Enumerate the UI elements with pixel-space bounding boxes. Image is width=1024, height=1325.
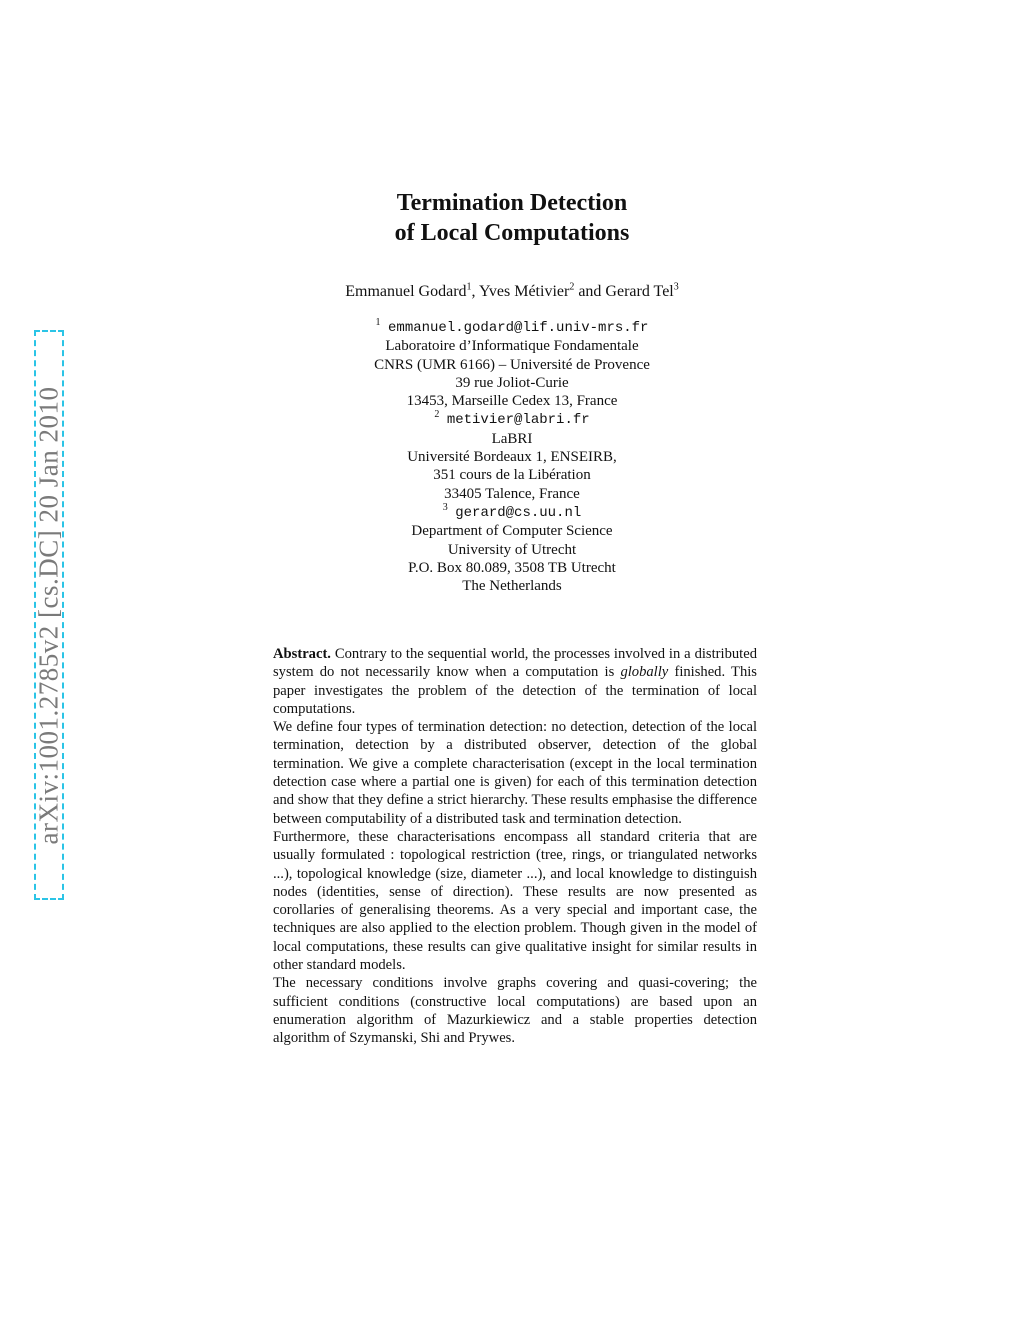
- abstract-paragraph: Furthermore, these characterisations encompass all standard criteria that are usually formulated : topological restriction (tree, rings, or triangulated networks ...), topological knowledge (size, diameter ...), and local knowledge to distinguish nodes (identities, sense of direction). These results are now presented as corollaries of generalising theorems. As a very special and important case, the techniques are also applied to the election problem. Though given in the model of local computations, these results can give qualitative insight for similar results in other standard models.: [273, 828, 757, 974]
- email-link[interactable]: gerard@cs.uu.nl: [455, 504, 582, 521]
- abstract-paragraph: [273, 645, 757, 718]
- abstract-label: Abstract.: [273, 646, 331, 662]
- affiliation-line: University of Utrecht: [447, 541, 577, 558]
- affiliation-mark: 3: [442, 501, 448, 513]
- abstract-text: Contrary to the sequential world, the processes involved in a distributed system do not necessarily know when a computation is: [273, 646, 757, 681]
- affiliation-email-line: [0, 318, 1024, 337]
- abstract-text: finished. This paper investigates the problem of the detection of the termination of local computations.: [273, 664, 757, 717]
- author-list: [0, 283, 1024, 301]
- abstract-emphasis: globally: [620, 664, 669, 681]
- author-mark: 2: [569, 281, 575, 293]
- author-name: Yves Métivier: [478, 283, 570, 300]
- affiliation-line: 39 rue Joliot-Curie: [455, 374, 569, 391]
- affiliation-email-line: [0, 410, 1024, 429]
- author-mark: 1: [466, 281, 472, 293]
- affiliation-mark: 1: [375, 317, 381, 328]
- author-mark: 3: [673, 281, 679, 293]
- affiliation-line: 13453, Marseille Cedex 13, France: [406, 393, 618, 410]
- title-line-2: of Local Computations: [394, 220, 630, 246]
- affiliations: [0, 318, 1024, 595]
- paper-title: [0, 188, 1024, 248]
- author-separator: and: [574, 283, 606, 300]
- author-name: Emmanuel Godard: [345, 283, 467, 300]
- affiliation-line: 33405 Talence, France: [444, 485, 580, 502]
- abstract: [273, 645, 757, 1048]
- author-name: Gerard Tel: [605, 283, 674, 300]
- email-link[interactable]: metivier@labri.fr: [446, 412, 590, 429]
- affiliation-line: The Netherlands: [462, 578, 562, 595]
- affiliation-email-line: [0, 503, 1024, 522]
- author-separator: ,: [471, 283, 479, 300]
- abstract-paragraph: The necessary conditions involve graphs covering and quasi-covering; the sufficient conditions (constructive local computations) are based upon an enumeration algorithm of Mazurkiewicz and a stable properties detection algorithm of Szymanski, Shi and Prywes.: [273, 975, 757, 1047]
- affiliation-line: Université Bordeaux 1, ENSEIRB,: [407, 449, 617, 466]
- affiliation-line: 351 cours de la Libération: [433, 467, 591, 484]
- affiliation-line: Laboratoire d’Informatique Fondamentale: [385, 338, 639, 355]
- email-link[interactable]: emmanuel.godard@lif.univ-mrs.fr: [388, 320, 649, 336]
- affiliation-line: CNRS (UMR 6166) – Université de Provence: [374, 356, 650, 373]
- abstract-paragraph: We define four types of termination detection: no detection, detection of the local termination, detection by a distributed observer, detection of the global termination. We give a complete characterisation (except in the local termination detection case where a partial one is given) for each of this termination detection and show that they define a strict hierarchy. These results emphasise the difference between computability of a distributed task and termination detection.: [273, 719, 757, 827]
- arxiv-id: arXiv:1001.2785v2 [cs.DC] 20 Jan 2010: [33, 386, 64, 844]
- affiliation-line: LaBRI: [491, 430, 533, 447]
- title-line-1: Termination Detection: [396, 190, 628, 216]
- affiliation-line: P.O. Box 80.089, 3508 TB Utrecht: [408, 559, 616, 576]
- affiliation-line: Department of Computer Science: [411, 523, 613, 540]
- affiliation-mark: 2: [434, 409, 440, 421]
